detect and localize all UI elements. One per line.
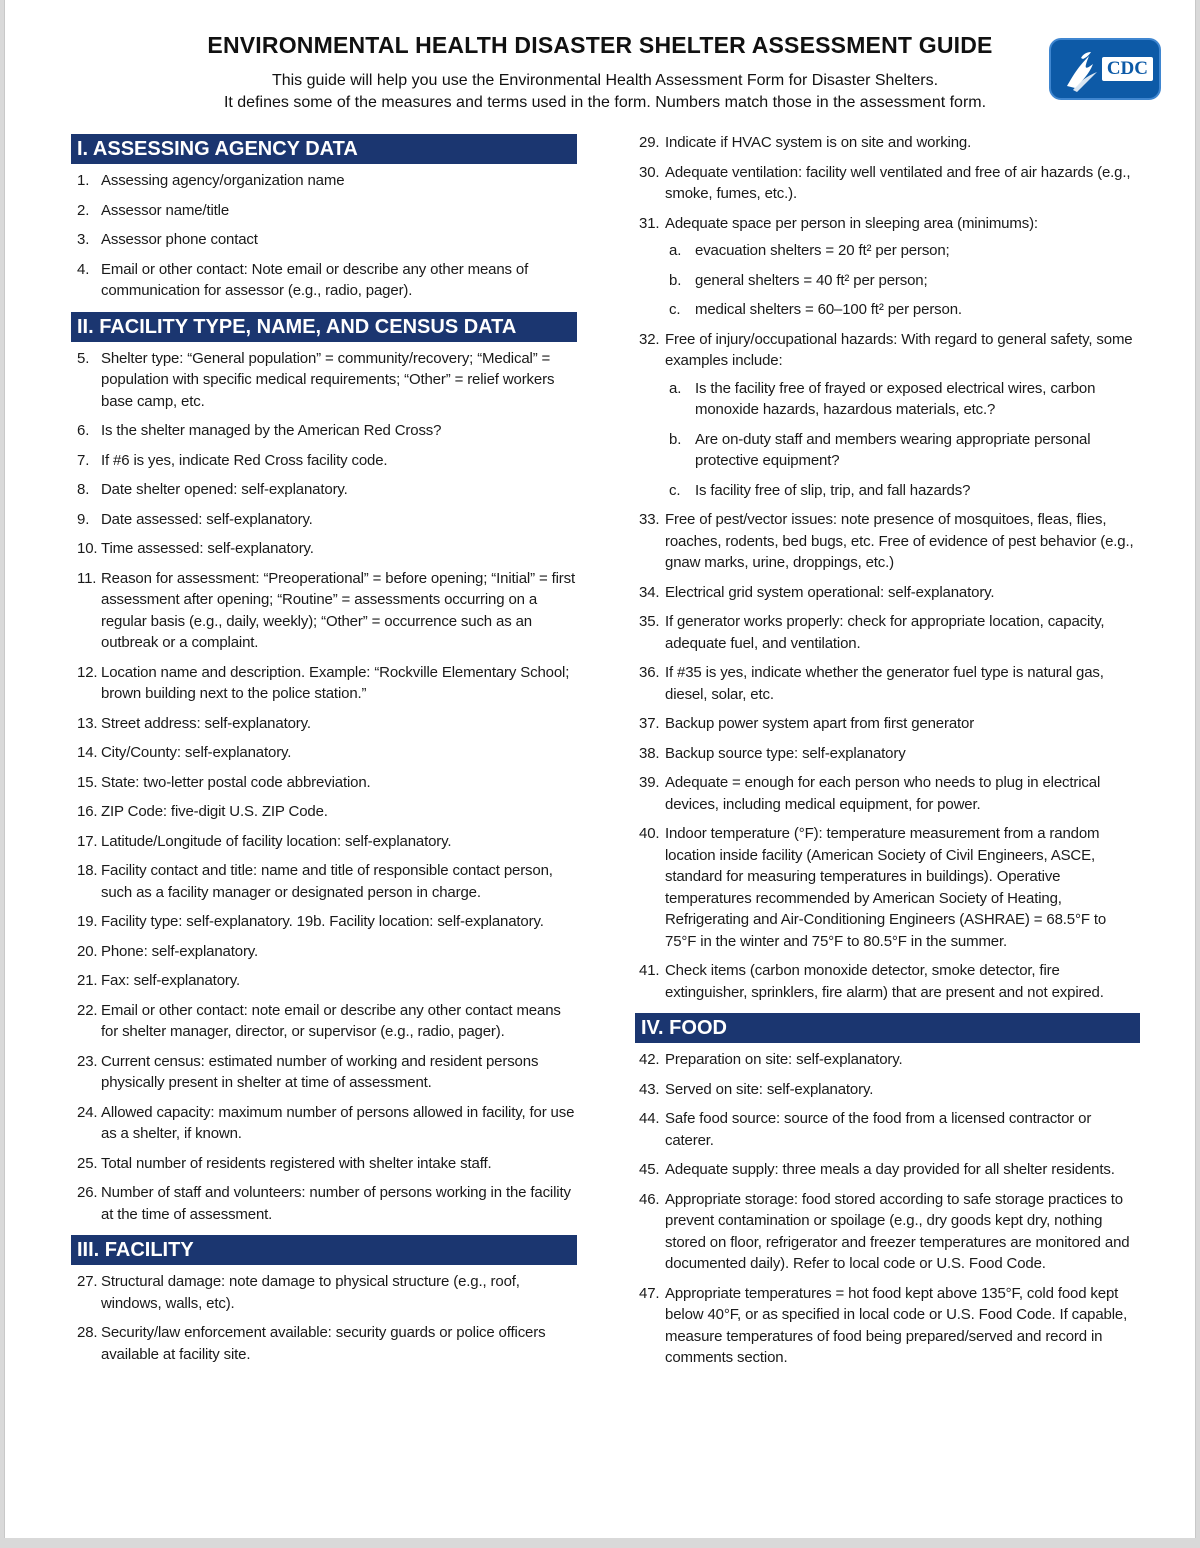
item-text: Total number of residents registered with shelter intake staff. xyxy=(101,1154,492,1172)
sub-list-item xyxy=(665,429,1140,472)
item-text: Electrical grid system operational: self-explanatory. xyxy=(665,583,995,601)
item-text: Adequate space per person in sleeping area (minimums): xyxy=(665,214,1038,232)
sub-list-item xyxy=(665,480,1140,502)
item-text: Adequate ventilation: facility well ventilated and free of air hazards (e.g., smoke, fumes, etc.). xyxy=(665,163,1131,202)
list-item xyxy=(635,1108,1140,1151)
list-item xyxy=(635,1189,1140,1275)
item-number: 21. xyxy=(77,972,98,989)
list-item xyxy=(635,1049,1140,1071)
intro-line-1: This guide will help you use the Environmental Health Assessment Form for Disaster Shelters. xyxy=(271,72,939,89)
item-number: 46. xyxy=(639,1190,660,1208)
hhs-eagle-icon xyxy=(1059,46,1105,96)
list-item xyxy=(71,1102,577,1145)
list-item xyxy=(71,1182,577,1225)
item-number: 20. xyxy=(77,942,98,960)
item-text: Indoor temperature (°F): temperature measurement from a random location inside facility (American Society of Civil Engineers, ASCE, standard for measuring temperatures in buildings). Operative temperatures recommended by American Society of Heating, Refrigerating and Air-Conditioning Engineers (ASHRAE) = 68.5°F to 75°F in the winter and 75°F to 80.5°F in the summer. xyxy=(665,825,1107,950)
item-number: 27. xyxy=(77,1273,98,1290)
item-number: 29. xyxy=(639,134,660,151)
section-header-facility-type: II. FACILITY TYPE, NAME, AND CENSUS DATA xyxy=(71,312,577,342)
intro-line-2: It defines some of the measures and terms used in the form. Numbers match those in the assessment form. xyxy=(223,94,987,111)
section-3-continued-list xyxy=(635,132,1140,1003)
list-item xyxy=(71,970,577,992)
item-number: b. xyxy=(669,430,682,448)
sub-list-32 xyxy=(665,378,1140,502)
list-item xyxy=(635,1079,1140,1101)
item-text: Appropriate storage: food stored according to safe storage practices to prevent contamination or spoilage (e.g., dry goods kept dry, nothing stored on floor, refrigerator and freezer temperatures are monitored and documented daily). Refer to local code or U.S. Food Code. xyxy=(665,1190,1130,1272)
item-number: 39. xyxy=(639,774,660,791)
list-item xyxy=(71,348,577,413)
item-text: Structural damage: note damage to physical structure (e.g., roof, windows, walls, etc). xyxy=(101,1273,520,1312)
item-number: 43. xyxy=(639,1080,660,1098)
item-number: 25. xyxy=(77,1154,98,1172)
item-number: 8. xyxy=(77,481,90,498)
item-text: Facility type: self-explanatory. 19b. Facility location: self-explanatory. xyxy=(101,913,544,930)
list-item xyxy=(71,801,577,823)
item-text: If #35 is yes, indicate whether the generator fuel type is natural gas, diesel, solar, etc. xyxy=(665,664,1104,703)
item-number: 40. xyxy=(639,825,660,842)
item-text: Free of pest/vector issues: note presence of mosquitoes, fleas, flies, roaches, rodents, bed bugs, etc. Free of evidence of pest behavior (e.g., gnaw marks, urine, droppings, etc.) xyxy=(665,511,1134,571)
list-item xyxy=(71,229,577,251)
item-number: 45. xyxy=(639,1161,660,1178)
left-column xyxy=(71,134,577,1375)
list-item xyxy=(635,162,1140,205)
item-number: 11. xyxy=(77,569,97,587)
list-item xyxy=(635,213,1140,321)
item-text: medical shelters = 60–100 ft² per person. xyxy=(695,301,962,318)
item-number: 30. xyxy=(639,163,660,181)
item-number: 9. xyxy=(77,510,90,528)
item-text: Fax: self-explanatory. xyxy=(101,972,240,989)
item-text: Check items (carbon monoxide detector, smoke detector, fire extinguisher, sprinklers, fire alarm) that are present and not expired. xyxy=(665,962,1104,1001)
item-text: Adequate supply: three meals a day provided for all shelter residents. xyxy=(665,1161,1115,1178)
item-text: Assessing agency/organization name xyxy=(101,172,345,189)
item-text: Allowed capacity: maximum number of persons allowed in facility, for use as a shelter, if known. xyxy=(101,1103,575,1142)
section-4-list xyxy=(635,1049,1140,1369)
list-item xyxy=(635,713,1140,735)
item-number: 18. xyxy=(77,862,98,879)
item-text: Served on site: self-explanatory. xyxy=(665,1080,874,1098)
item-number: a. xyxy=(669,242,682,259)
item-text: Location name and description. Example: “Rockville Elementary School; brown building next to the police station.” xyxy=(101,663,570,702)
item-number: 24. xyxy=(77,1103,98,1121)
list-item xyxy=(71,1000,577,1043)
item-text: ZIP Code: five-digit U.S. ZIP Code. xyxy=(101,803,328,820)
list-item xyxy=(635,329,1140,502)
item-text: Email or other contact: Note email or describe any other means of communication for assessor (e.g., radio, pager). xyxy=(101,260,529,299)
item-text: Adequate = enough for each person who needs to plug in electrical devices, including medical equipment, for power. xyxy=(665,774,1101,813)
item-number: 15. xyxy=(77,773,98,791)
sub-list-item xyxy=(665,240,1140,262)
item-text: Appropriate temperatures = hot food kept above 135°F, cold food kept below 40°F, or as specified in local code or U.S. Food Code. If capable, measure temperatures of food being prepared/served and record in comments section. xyxy=(665,1284,1128,1366)
item-number: 13. xyxy=(77,714,98,732)
section-header-assessing-agency: I. ASSESSING AGENCY DATA xyxy=(71,134,577,164)
item-text: Safe food source: source of the food from a licensed contractor or caterer. xyxy=(665,1110,1092,1149)
item-text: Indicate if HVAC system is on site and working. xyxy=(665,134,972,151)
item-number: 31. xyxy=(639,214,660,232)
item-text: Is the shelter managed by the American Red Cross? xyxy=(101,422,442,439)
list-item xyxy=(71,479,577,501)
list-item xyxy=(71,1322,577,1365)
list-item xyxy=(71,911,577,933)
list-item xyxy=(71,772,577,794)
item-number: b. xyxy=(669,271,682,289)
list-item xyxy=(71,420,577,442)
item-number: 41. xyxy=(639,962,660,979)
list-item xyxy=(71,713,577,735)
item-text: City/County: self-explanatory. xyxy=(101,744,292,761)
list-item xyxy=(71,1051,577,1094)
list-item xyxy=(635,772,1140,815)
item-text: Date shelter opened: self-explanatory. xyxy=(101,481,348,498)
item-text: State: two-letter postal code abbreviation. xyxy=(101,773,371,791)
list-item xyxy=(71,1153,577,1175)
section-header-facility: III. FACILITY xyxy=(71,1235,577,1265)
item-text: Shelter type: “General population” = community/recovery; “Medical” = population with specific medical requirements; “Other” = relief workers base camp, etc. xyxy=(101,349,555,410)
item-number: 33. xyxy=(639,511,660,528)
item-number: 28. xyxy=(77,1324,98,1341)
list-item xyxy=(71,941,577,963)
list-item xyxy=(635,1283,1140,1369)
item-number: 42. xyxy=(639,1051,660,1068)
list-item xyxy=(71,200,577,222)
section-1-list xyxy=(71,170,577,302)
item-number: 10. xyxy=(77,540,98,557)
item-text: Current census: estimated number of working and resident persons physically present in shelter at time of assessment. xyxy=(101,1052,539,1091)
section-header-food: IV. FOOD xyxy=(635,1013,1140,1043)
item-text: Time assessed: self-explanatory. xyxy=(101,540,314,557)
list-item xyxy=(635,1159,1140,1181)
item-number: 44. xyxy=(639,1110,660,1127)
list-item xyxy=(71,568,577,654)
cdc-logo-text: CDC xyxy=(1102,57,1153,81)
item-text: Preparation on site: self-explanatory. xyxy=(665,1051,903,1068)
list-item xyxy=(71,742,577,764)
item-number: 12. xyxy=(77,663,98,681)
list-item xyxy=(635,582,1140,604)
document-page xyxy=(4,0,1196,1538)
list-item xyxy=(71,662,577,705)
item-number: 47. xyxy=(639,1284,660,1302)
item-number: 7. xyxy=(77,451,90,469)
right-column xyxy=(635,132,1140,1379)
item-number: 1. xyxy=(77,172,90,189)
list-item xyxy=(635,611,1140,654)
item-number: 36. xyxy=(639,664,660,681)
intro-text xyxy=(125,70,1085,114)
item-text: Phone: self-explanatory. xyxy=(101,942,259,960)
item-number: c. xyxy=(669,301,681,318)
sub-list-item xyxy=(665,378,1140,421)
list-item xyxy=(635,132,1140,154)
list-item xyxy=(635,823,1140,952)
item-text: Is facility free of slip, trip, and fall hazards? xyxy=(695,481,971,499)
list-item xyxy=(71,170,577,192)
item-text: Free of injury/occupational hazards: With regard to general safety, some examples include: xyxy=(665,330,1133,369)
item-text: Email or other contact: note email or describe any other contact means for shelter manager, director, or supervisor (e.g., radio, pager). xyxy=(101,1001,561,1040)
list-item xyxy=(71,450,577,472)
item-text: Street address: self-explanatory. xyxy=(101,714,311,732)
item-text: Number of staff and volunteers: number of persons working in the facility at the time of assessment. xyxy=(101,1184,571,1223)
list-item xyxy=(71,509,577,531)
item-text: If #6 is yes, indicate Red Cross facility code. xyxy=(101,451,388,469)
item-text: evacuation shelters = 20 ft² per person; xyxy=(695,242,950,259)
item-number: a. xyxy=(669,379,682,397)
item-text: Latitude/Longitude of facility location: self-explanatory. xyxy=(101,832,452,850)
item-number: 16. xyxy=(77,803,98,820)
item-text: Assessor phone contact xyxy=(101,231,258,248)
item-number: 14. xyxy=(77,744,98,761)
list-item xyxy=(635,960,1140,1003)
item-number: 34. xyxy=(639,583,660,601)
item-text: Are on-duty staff and members wearing appropriate personal protective equipment? xyxy=(695,430,1091,469)
sub-list-item xyxy=(665,299,1140,321)
item-number: 26. xyxy=(77,1184,98,1201)
section-3-list xyxy=(71,1271,577,1365)
item-number: 37. xyxy=(639,715,660,732)
page-title: ENVIRONMENTAL HEALTH DISASTER SHELTER ASSESSMENT GUIDE xyxy=(207,32,993,58)
item-number: 5. xyxy=(77,349,90,367)
list-item xyxy=(71,860,577,903)
item-number: 38. xyxy=(639,744,660,762)
item-number: 3. xyxy=(77,231,90,248)
item-text: If generator works properly: check for appropriate location, capacity, adequate fuel, and ventilation. xyxy=(665,613,1105,652)
section-2-list xyxy=(71,348,577,1226)
item-number: 32. xyxy=(639,330,660,348)
item-text: Security/law enforcement available: security guards or police officers available at facility site. xyxy=(101,1324,546,1363)
item-number: 22. xyxy=(77,1001,98,1019)
item-text: general shelters = 40 ft² per person; xyxy=(695,271,928,289)
list-item xyxy=(635,509,1140,574)
item-text: Backup power system apart from first generator xyxy=(665,715,975,732)
item-text: Backup source type: self-explanatory xyxy=(665,744,906,762)
item-number: 19. xyxy=(77,913,98,930)
cdc-logo xyxy=(1049,38,1161,100)
list-item xyxy=(71,259,577,302)
item-number: 2. xyxy=(77,201,90,219)
item-number: 6. xyxy=(77,422,90,439)
list-item xyxy=(635,662,1140,705)
item-text: Facility contact and title: name and title of responsible contact person, such as a facility manager or designated person in charge. xyxy=(101,862,553,901)
item-number: 4. xyxy=(77,260,90,278)
item-number: 35. xyxy=(639,613,660,630)
sub-list-31 xyxy=(665,240,1140,321)
item-text: Date assessed: self-explanatory. xyxy=(101,510,313,528)
list-item xyxy=(635,743,1140,765)
sub-list-item xyxy=(665,270,1140,292)
item-text: Assessor name/title xyxy=(101,201,230,219)
item-text: Is the facility free of frayed or exposed electrical wires, carbon monoxide hazards, hazardous materials, etc.? xyxy=(695,379,1096,418)
list-item xyxy=(71,831,577,853)
item-number: 17. xyxy=(77,832,98,850)
item-number: 23. xyxy=(77,1052,98,1070)
item-number: c. xyxy=(669,481,681,499)
list-item xyxy=(71,1271,577,1314)
item-text: Reason for assessment: “Preoperational” = before opening; “Initial” = first assessment after opening; “Routine” = assessments occurring on a regular basis (e.g., daily, weekly); “Other” = occurrence such as an outbreak or a complaint. xyxy=(101,569,575,651)
list-item xyxy=(71,538,577,560)
